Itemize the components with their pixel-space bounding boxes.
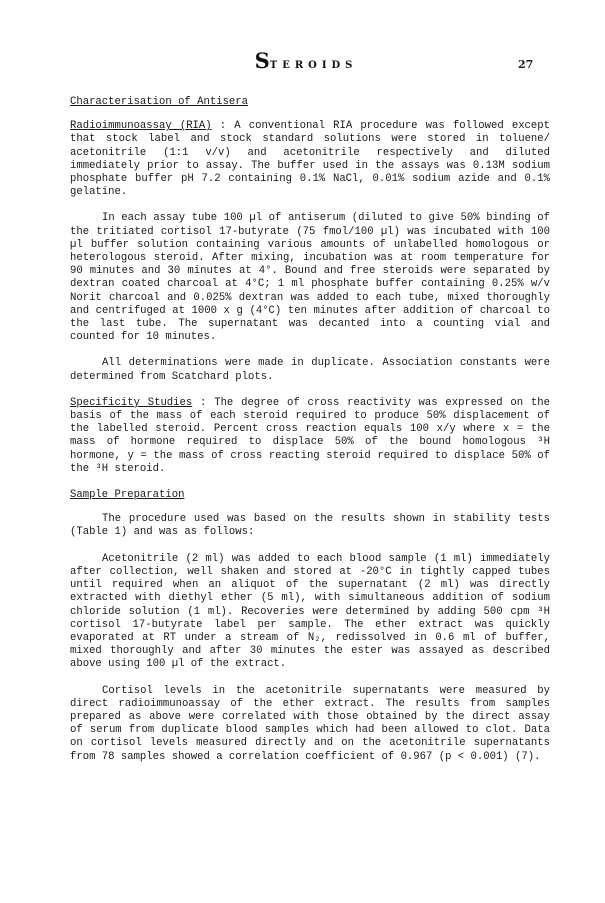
- page-number: 27: [518, 58, 534, 71]
- section-heading-sample-preparation: Sample Preparation: [70, 489, 185, 502]
- paragraph-cortisol: Cortisol levels in the acetonitrile supernatants were measured by direct radioimmunoassay of the ether extract. The results from samples prepared as above were correlated with those obtained by the direct assay of serum from duplicate blood samples which had been allowed to clot. Data on cortisol levels measured directly and on the acetonitrile supernatants from 78 samples showed a correlation coefficient of 0.967 (p < 0.001) (7).: [70, 684, 550, 763]
- paragraph-procedure: The procedure used was based on the results shown in stability tests (Table 1) and was as follows:: [70, 513, 550, 539]
- journal-title: [226, 48, 386, 73]
- paragraph-acetonitrile: Acetonitrile (2 ml) was added to each blood sample (1 ml) immediately after collection, well shaken and stored at -20°C in tightly capped tubes until required when an aliquot of the supernatant (2 ml) was directly extracted with diethyl ether (5 ml), with simultaneous addition of sodium chloride solution (1 ml). Recoveries were determined by adding 500 cpm ³H cortisol 17-butyrate label per sample. The ether extract was quickly evaporated at RT under a stream of N₂, redissolved in 0.6 ml of buffer, mixed thoroughly and after 30 minutes the ester was assayed as described above using 100 µl of the extract.: [70, 552, 550, 671]
- ria-lead: Radioimmunoassay (RIA): [70, 120, 212, 133]
- specificity-lead: Specificity Studies: [70, 396, 193, 409]
- journal-title-rest: TEROIDS: [269, 60, 358, 71]
- article-body: [70, 96, 550, 777]
- paragraph-assay-tube: In each assay tube 100 µl of antiserum (diluted to give 50% binding of the tritiated cortisol 17-butyrate (75 fmol/100 µl) was incubated with 100 µl buffer solution containing various amounts of unlabelled homologous or heterologous steroid. After mixing, incubation was at room temperature for 90 minutes and 30 minutes at 4°. Bound and free steroids were separated by dextran coated charcoal at 4°C; 1 ml phosphate buffer containing 0.25% w/v Norit charcoal and 0.025% dextran was added to each tube, mixed thoroughly and centrifuged at 1000 x g (4°C) ten minutes after addition of charcoal to the last tube. The supernatant was decanted into a counting vial and counted for 10 minutes.: [70, 212, 550, 344]
- paragraph-specificity: [70, 397, 550, 476]
- paragraph-duplicate: All determinations were made in duplicate. Association constants were determined from Scatchard plots.: [70, 357, 550, 383]
- journal-title-initial: S: [254, 48, 270, 73]
- paragraph-ria: [70, 120, 550, 199]
- section-heading-characterisation: Characterisation of Antisera: [70, 96, 249, 108]
- specificity-text: : The degree of cross reactivity was expressed on the basis of the mass of each steroid required to produce 50% displacement of the labelled steroid. Percent cross reaction equals 100 x/y where x = the mass of hormone required to displace 50% of the bound homologous ³H hormone, y = the mass of cross reacting steroid required to displace 50% of the ³H steroid.: [70, 396, 551, 475]
- ria-text: : A conventional RIA procedure was followed except that stock label and stock standard solutions were stored in toluene/ acetonitrile (1:1 v/v) and acetonitrile respectively and diluted immediately prior to assay. The buffer used in the assays was 0.13M sodium phosphate buffer pH 7.2 containing 0.1% NaCl, 0.01% sodium azide and 0.1% gelatine.: [70, 120, 550, 199]
